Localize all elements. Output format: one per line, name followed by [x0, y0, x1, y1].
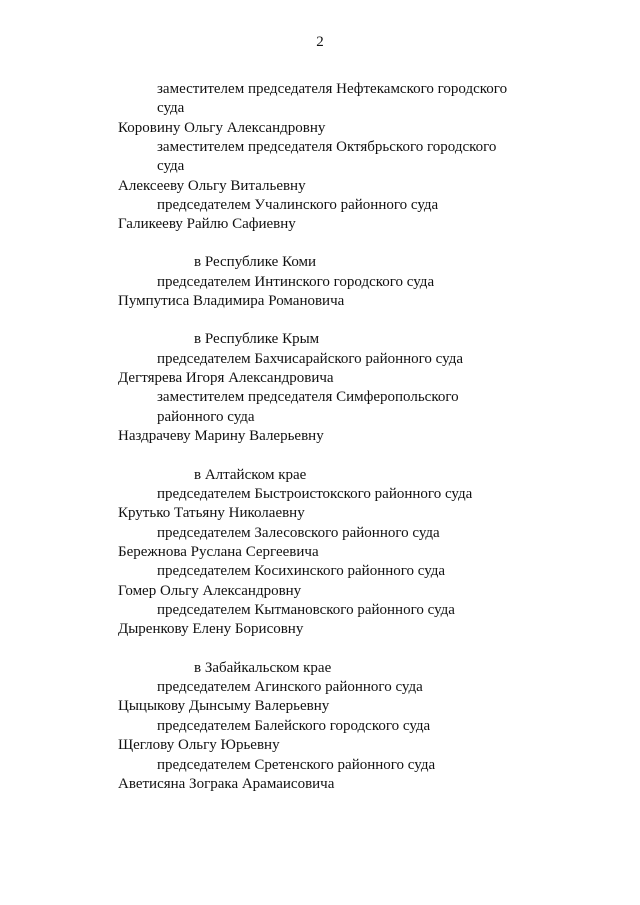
position-line: председателем Кытмановского районного суда: [157, 602, 455, 618]
person-name-line: Аветисяна Зограка Арамаисовича: [118, 776, 335, 792]
person-name-line: Щеглову Ольгу Юрьевну: [118, 737, 280, 753]
person-name-line: Алексееву Ольгу Витальевну: [118, 178, 306, 194]
person-name-line: Дегтярева Игоря Александровича: [118, 370, 334, 386]
person-name-line: Цыцыкову Дынсыму Валерьевну: [118, 698, 330, 714]
person-name-line: Коровину Ольгу Александровну: [118, 120, 326, 136]
position-line: районного суда: [157, 409, 255, 425]
position-line: заместителем председателя Симферопольского: [157, 389, 459, 405]
person-name-line: Крутько Татьяну Николаевну: [118, 505, 305, 521]
person-name-line: Гомер Ольгу Александровну: [118, 583, 302, 599]
person-name-line: Бережнова Руслана Сергеевича: [118, 544, 319, 560]
position-line: председателем Залесовского районного суда: [157, 525, 440, 541]
position-line: председателем Агинского районного суда: [157, 679, 423, 695]
region-heading: в Алтайском крае: [194, 467, 307, 483]
position-line: заместителем председателя Нефтекамского городского: [157, 81, 508, 97]
position-line: председателем Учалинского районного суда: [157, 197, 439, 213]
region-heading: в Республике Крым: [194, 331, 320, 347]
region-heading: в Республике Коми: [194, 254, 317, 270]
person-name-line: Дыренкову Елену Борисовну: [118, 621, 304, 637]
position-line: председателем Балейского городского суда: [157, 718, 431, 734]
person-name-line: Пумпутиса Владимира Романовича: [118, 293, 345, 309]
person-name-line: Наздрачеву Марину Валерьевну: [118, 428, 324, 444]
position-line: председателем Косихинского районного суда: [157, 563, 446, 579]
position-line: суда: [157, 100, 185, 116]
region-heading: в Забайкальском крае: [194, 660, 332, 676]
position-line: председателем Бахчисарайского районного суда: [157, 351, 463, 367]
position-line: заместителем председателя Октябрьского городского: [157, 139, 497, 155]
position-line: председателем Сретенского районного суда: [157, 757, 436, 773]
page-number: 2: [316, 34, 324, 50]
position-line: суда: [157, 158, 185, 174]
person-name-line: Галикееву Райлю Сафиевну: [118, 216, 296, 232]
position-line: председателем Быстроистокского районного суда: [157, 486, 473, 502]
position-line: председателем Интинского городского суда: [157, 274, 435, 290]
